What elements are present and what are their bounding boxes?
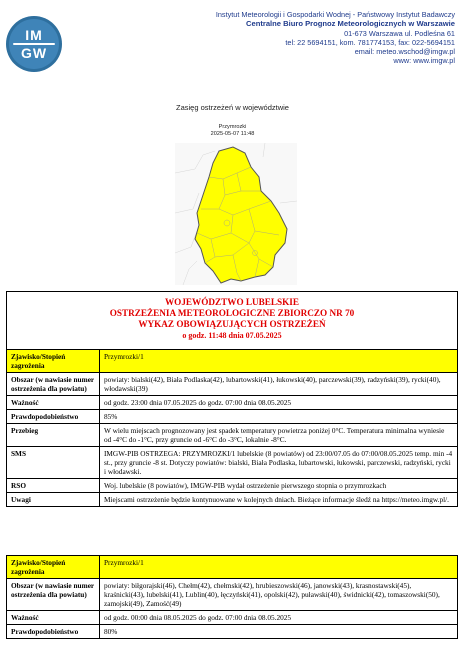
table-row [7, 556, 458, 579]
map-timestamp: 2025-05-07 11:48 [210, 131, 255, 137]
hazard-label: Zjawisko/Stopień zagrożenia [7, 556, 100, 579]
logo-text-top: IM [25, 27, 43, 43]
warning-title-box [6, 291, 458, 351]
warning-table-2 [6, 555, 458, 639]
table-row [7, 373, 458, 396]
imgw-logo [6, 16, 62, 72]
area-label: Obszar (w nawiasie numer ostrzeżenia dla powiatu) [7, 373, 100, 396]
table-row [7, 611, 458, 625]
table-row [7, 479, 458, 493]
course-value: W wielu miejscach prognozowany jest spadek temperatury powietrza poniżej 0°C. Temperatura minimalna wyniesie od -4°C do -1°C, przy gruncie od -6°C do -3°C, lokalnie -8°C. [100, 424, 458, 447]
table-row [7, 493, 458, 507]
table-row [7, 424, 458, 447]
table-row [7, 625, 458, 639]
hazard-label: Zjawisko/Stopień zagrożenia [7, 350, 100, 373]
bureau-name: Centralne Biuro Prognoz Meteorologicznych w Warszawie [246, 19, 455, 29]
table-row [7, 396, 458, 410]
address: 01-673 Warszawa ul. Podleśna 61 [344, 28, 455, 38]
table-row [7, 447, 458, 479]
voivodeship-warning-map [175, 143, 297, 285]
rso-label: RSO [7, 479, 100, 493]
area-value: powiaty: biłgorajski(46), Chełm(42), chełmski(42), hrubieszowski(46), janowski(43), krasnostawski(45), kraśnicki(43), lubelski(41), Lublin(40), łęczyński(41), opolski(42), puławski(40), świdnicki(42), tomaszowski(50), zamojski(49), Zamość(49) [100, 579, 458, 611]
table-row [7, 410, 458, 424]
table-row [7, 350, 458, 373]
probability-value: 80% [100, 625, 458, 639]
probability-label: Prawdopodobieństwo [7, 410, 100, 424]
validity-value: od godz. 23:00 dnia 07.05.2025 do godz. 07:00 dnia 08.05.2025 [100, 396, 458, 410]
institute-name: Instytut Meteorologii i Gospodarki Wodnej - Państwowy Instytut Badawczy [215, 10, 455, 19]
validity-label: Ważność [7, 396, 100, 410]
table-row [7, 579, 458, 611]
area-label: Obszar (w nawiasie numer ostrzeżenia dla powiatu) [7, 579, 100, 611]
warning-voivodeship: WOJEWÓDZTWO LUBELSKIE [164, 297, 300, 307]
map-title: Zasięg ostrzeżeń w województwie [176, 103, 289, 112]
probability-value: 85% [100, 410, 458, 424]
rso-value: Woj. lubelskie (8 powiatów), IMGW-PIB wydał ostrzeżenie pierwszego stopnia o przymrozkach [100, 479, 458, 493]
probability-label: Prawdopodobieństwo [7, 625, 100, 639]
validity-label: Ważność [7, 611, 100, 625]
validity-value: od godz. 00:00 dnia 08.05.2025 do godz. 07:00 dnia 08.05.2025 [100, 611, 458, 625]
map-caption [0, 124, 465, 138]
hazard-value: Przymrozki/1 [100, 350, 458, 373]
hazard-value: Przymrozki/1 [100, 556, 458, 579]
email-link[interactable]: email: meteo.wschod@imgw.pl [354, 47, 455, 57]
website-link[interactable]: www: www.imgw.pl [393, 56, 455, 66]
course-label: Przebieg [7, 424, 100, 447]
area-value: powiaty: bialski(42), Biała Podlaska(42), lubartowski(41), łukowski(40), parczewski(39), radzyński(39), rycki(40), włodawski(39) [100, 373, 458, 396]
sms-value: IMGW-PIB OSTRZEGA: PRZYMROZKI/1 lubelskie (8 powiatów) od 23:00/07.05 do 07:00/08.05.2025 temp. min -4 st., przy gruncie -8 st. Dotyczy powiatów: bialski, Biała Podlaska, lubartowski, łukowski, parczewski, radzyński, rycki i włodawski. [100, 447, 458, 479]
organization-info [115, 10, 455, 66]
map-hazard: Przymrozki [218, 124, 247, 130]
warning-list-heading: WYKAZ OBOWIĄZUJĄCYCH OSTRZEŻEŃ [138, 319, 326, 329]
logo-text-bottom: GW [20, 45, 48, 61]
sms-label: SMS [7, 447, 100, 479]
warning-issue-time: o godz. 11:48 dnia 07.05.2025 [182, 331, 282, 340]
phone-info: tel: 22 5694151, kom. 781774153, fax: 022-5694151 [285, 37, 455, 47]
warning-heading: OSTRZEŻENIA METEOROLOGICZNE ZBIORCZO NR 70 [109, 308, 355, 318]
warning-table-1 [6, 349, 458, 507]
notes-label: Uwagi [7, 493, 100, 507]
notes-value: Miejscami ostrzeżenie będzie kontynuowane w kolejnych dniach. Bieżące informacje śledź na https://meteo.imgw.pl/. [100, 493, 458, 507]
